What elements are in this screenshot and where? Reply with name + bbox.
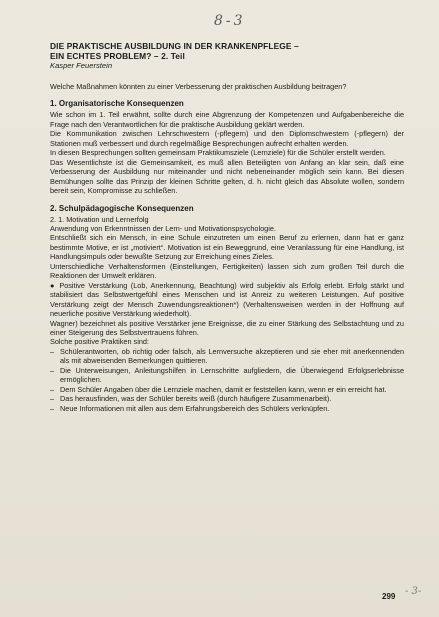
article-title-line-2: EIN ECHTES PROBLEM? – 2. Teil xyxy=(50,51,185,61)
handwritten-note: 8-3 xyxy=(214,13,246,29)
article-title-line-1: DIE PRAKTISCHE AUSBILDUNG IN DER KRANKENPFLEGE – xyxy=(50,41,299,51)
corner-handwritten-mark: - 3- xyxy=(405,586,422,597)
section-2-paragraph-1: Anwendung von Erkenntnissen der Lern- und Motivationspsychologie. xyxy=(50,223,276,233)
list-item-text: Dem Schüler Angaben über die Lernziele machen, damit er feststellen kann, wenn er ein erreicht hat. xyxy=(60,384,387,394)
section-1-paragraph-4: Das Wesentlichste ist die Gemeinsamkeit, es muß allen Beteiligten von Anfang an klar sein, daß eine Verbesserung der Ausbildung nur miteinander und nicht nebeneinander möglich sein kann. Bei diesen Bemühungen sollte das Prinzip der kleinen Schritte gelten, d. h. nicht gleich das Absolute wollen, sondern bereit sein, Kompromisse zu schließen. xyxy=(50,157,404,196)
section-1-paragraph-1: Wie schon im 1. Teil erwähnt, sollte durch eine Abgrenzung der Kompetenzen und Aufgabenbereiche die Frage nach den Verantwortlichen für die praktische Ausbildung geklärt werden. xyxy=(50,110,404,129)
list-marker: – xyxy=(50,394,55,404)
list-marker: – xyxy=(50,346,55,356)
section-2-paragraph-4 xyxy=(50,281,404,319)
page-number: 299 xyxy=(382,592,396,601)
section-2-paragraph-2: Entschließt sich ein Mensch, in eine Schule einzutreten um einen Beruf zu erlernen, dann hat er ganz bestimmte Motive, er ist „motiviert“. Motivation ist ein Beweggrund, eine Veranlassung für eine Handlung, ist Handlungsimpuls oder bewußte Setzung zur Erreichung eines Zieles. xyxy=(50,233,404,262)
list-item-text: Schülerantworten, ob richtig oder falsch, als Lernversuche akzeptieren und sie eher mit anerkennenden als mit abweisenden Bemerkungen quittieren. xyxy=(60,346,404,366)
section-1-paragraph-3: In diesen Besprechungen sollten gemeinsam Praktikumsziele (Lernziele) für die Schüler erstellt werden. xyxy=(50,148,386,158)
list-marker: – xyxy=(50,365,55,375)
section-2-paragraph-4-text: Positive Verstärkung (Lob, Anerkennung, Beachtung) wird subjektiv als Erfolg erlebt. Erfolg stärkt und stabilisiert das Selbstwertgefühl eines Menschen und ist Anreiz zu weiteren Leistungen. Auf positive Verstärkung zeigt der Mensch Zuwendungsreaktionen*) (Verhaltensweisen werden in der Hoffnung auf neuerliche positive Verstärkung wiederholt). xyxy=(50,280,404,319)
section-2-paragraph-3: Unterschiedliche Verhaltensformen (Einstellungen, Fertigkeiten) lassen sich zum großen Teil durch die Reaktionen der Umwelt erklären. xyxy=(50,261,404,281)
bullet-mark: ● xyxy=(50,280,56,290)
subsection-2-1-heading: 2. 1. Motivation und Lernerfolg xyxy=(50,214,149,224)
section-2-heading: 2. Schulpädagogische Konsequenzen xyxy=(50,203,194,213)
list-item xyxy=(50,366,404,385)
list-item xyxy=(50,347,404,366)
section-1-heading: 1. Organisatorische Konsequenzen xyxy=(50,99,184,109)
article-author: Kasper Feuerstein xyxy=(50,61,113,70)
list-item-text: Neue Informationen mit allen aus dem Erfahrungsbereich des Schülers verknüpfen. xyxy=(60,403,330,413)
list-item xyxy=(50,385,404,394)
article-body xyxy=(50,41,404,413)
section-2-paragraph-6: Solche positive Praktiken sind: xyxy=(50,337,149,347)
list-item-text: Das herausfinden, was der Schüler bereits weiß (durch häufigere Zusammenarbeit). xyxy=(60,394,332,404)
section-2-paragraph-5: Wagner) bezeichnet als positive Verstärker jene Ereignisse, die zu einer Stärkung des Selbstachtung und zu einer Steigerung des Selbstvertrauens führen. xyxy=(50,318,404,337)
list-marker: – xyxy=(50,384,55,394)
list-marker: – xyxy=(50,403,55,413)
positive-practices-list xyxy=(50,347,404,413)
list-item xyxy=(50,394,404,403)
section-1-paragraph-2: Die Kommunikation zwischen Lehrschwestern (-pflegern) und den Diplomschwestern (-pflegern) der Stationen muß verbessert und durch regelmäßige Besprechungen aufrecht erhalten werden. xyxy=(50,129,404,148)
intro-paragraph: Welche Maßnahmen könnten zu einer Verbesserung der praktischen Ausbildung beitragen? xyxy=(50,82,347,91)
list-item-text: Die Unterweisungen, Anleitungshilfen in Lernschritte aufgliedern, die Überwiegend Erfolgserlebnisse ermöglichen. xyxy=(60,365,404,385)
list-item xyxy=(50,404,404,413)
